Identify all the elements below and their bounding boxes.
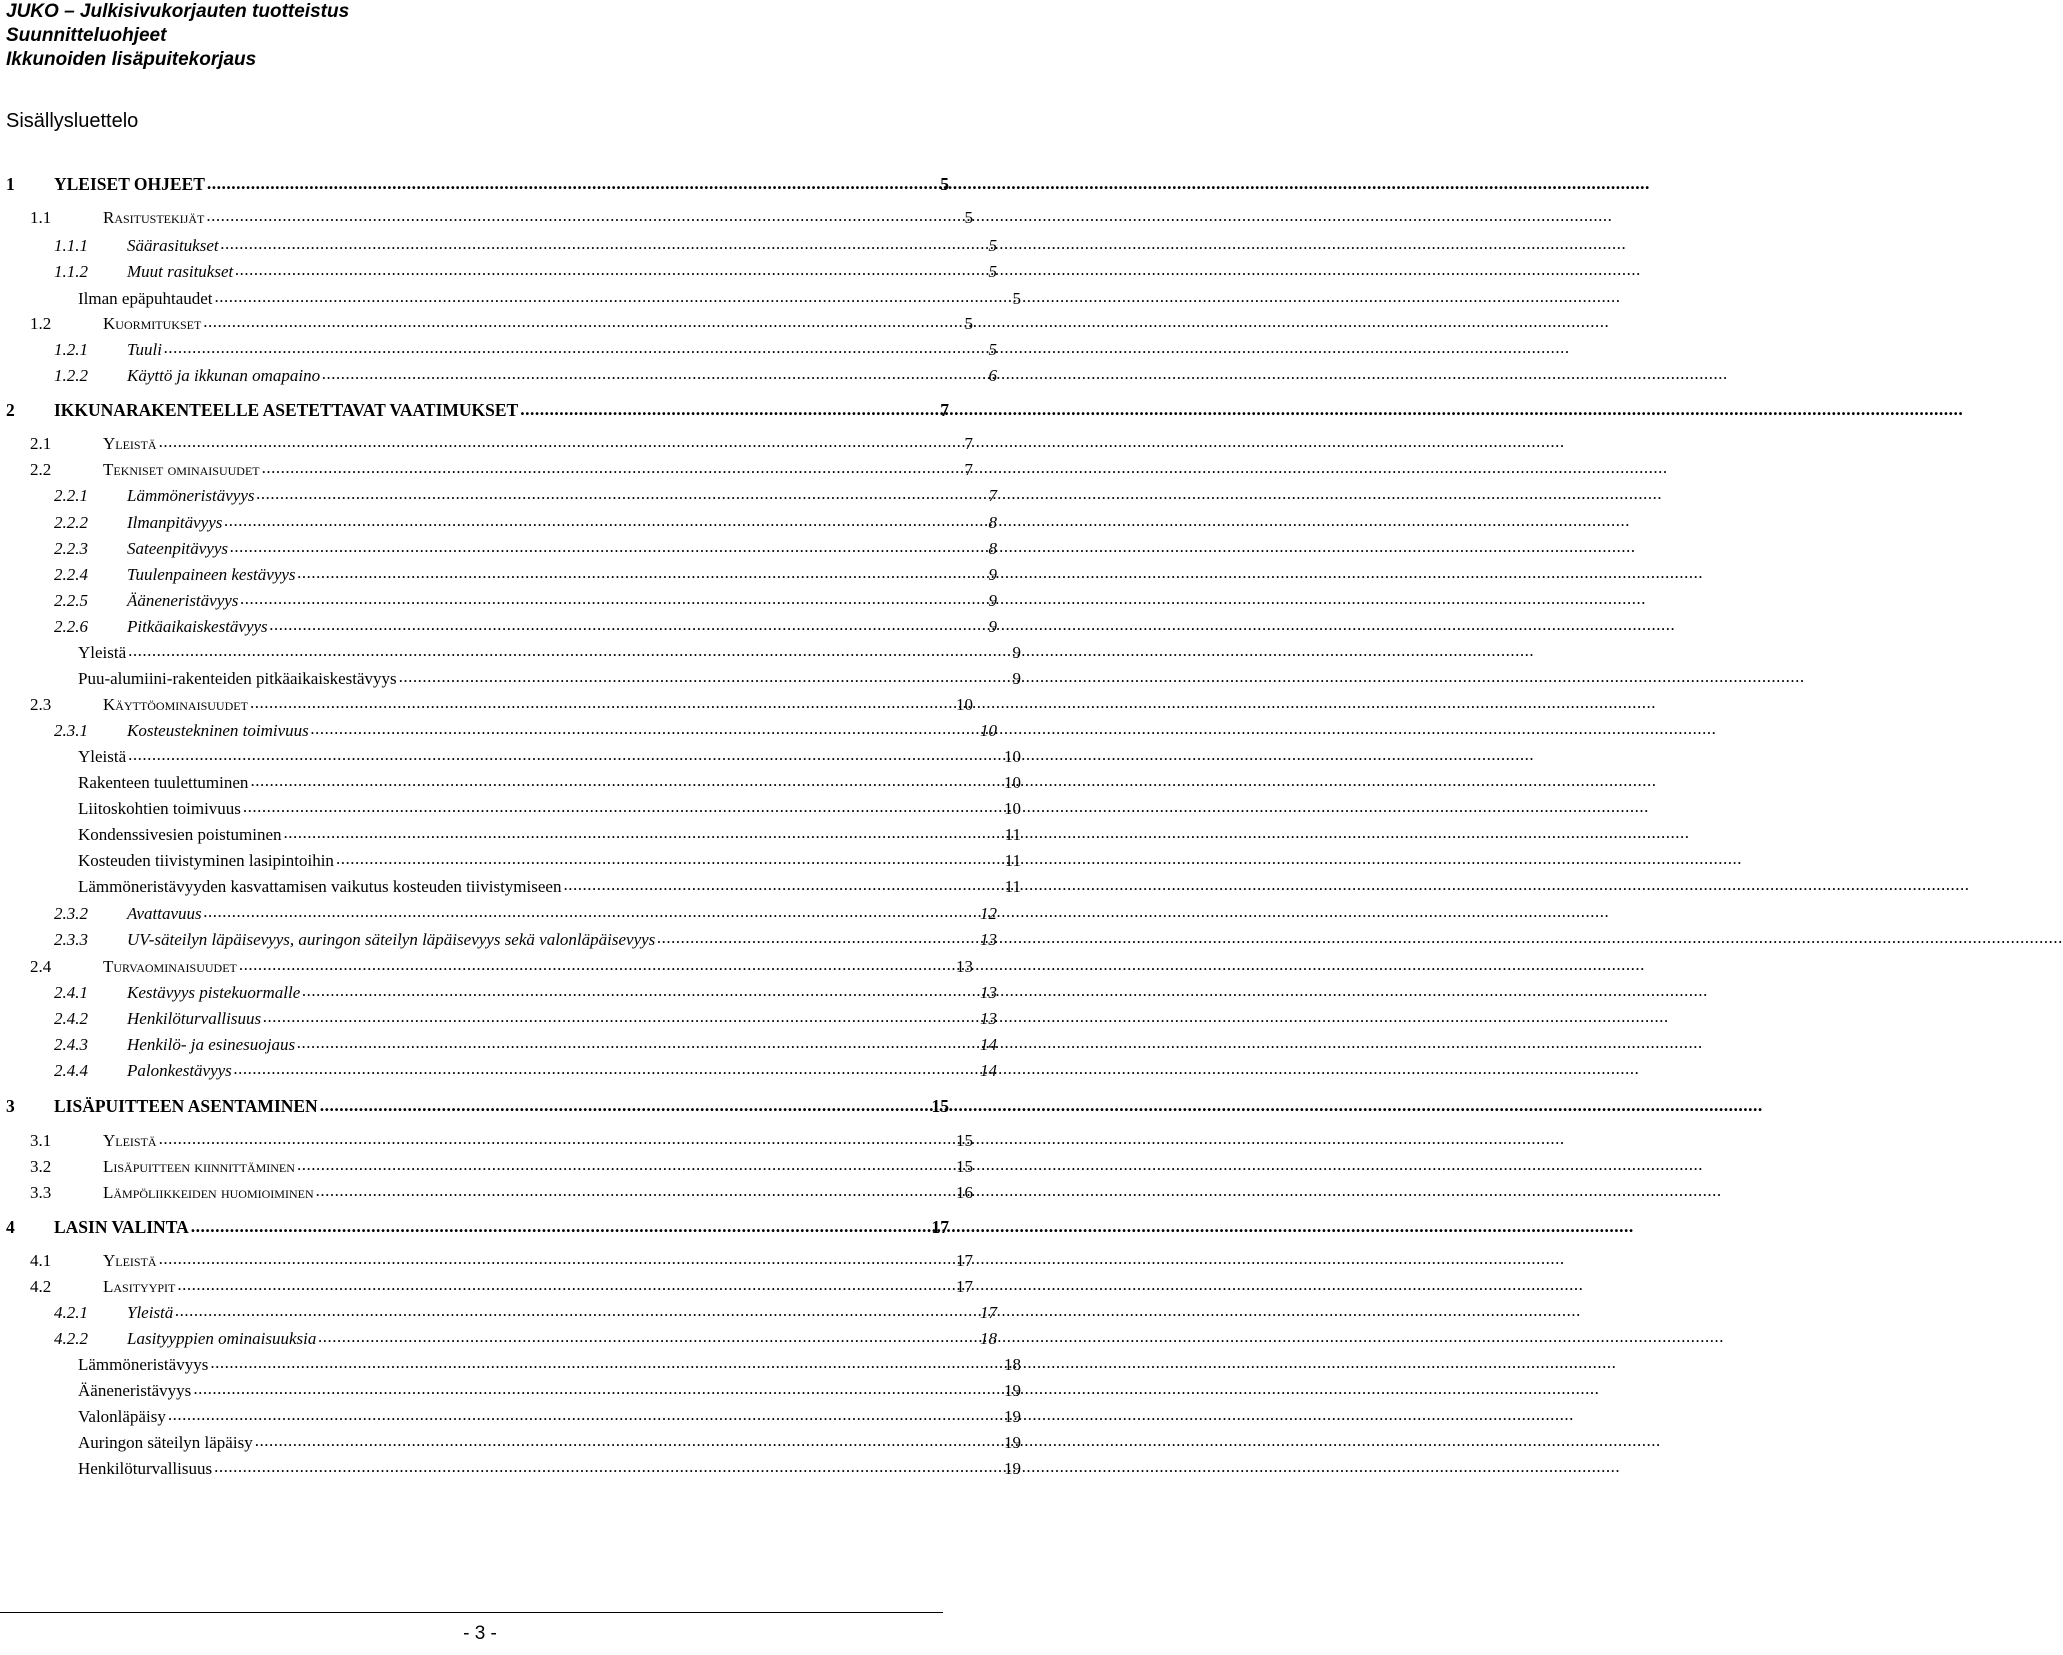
toc-entry[interactable] bbox=[0, 693, 973, 715]
toc-entry[interactable] bbox=[0, 955, 973, 977]
toc-entry-number: 3.3 bbox=[30, 1183, 52, 1202]
toc-entry-number: 2.2.3 bbox=[54, 539, 88, 558]
toc-entry-title: Muut rasitukset bbox=[127, 262, 234, 281]
toc-dot-leader bbox=[159, 1249, 954, 1266]
toc-entry[interactable] bbox=[0, 537, 997, 559]
toc-dot-leader bbox=[316, 1181, 954, 1198]
toc-entry-title: Kosteustekninen toimivuus bbox=[127, 721, 309, 740]
toc-entry[interactable] bbox=[0, 719, 997, 741]
toc-entry-number: 2.4.4 bbox=[54, 1061, 88, 1080]
toc-entry-title: Ilman epäpuhtaudet bbox=[78, 289, 213, 308]
toc-entry[interactable] bbox=[0, 511, 997, 533]
toc-entry-page: 18 bbox=[1004, 1355, 1021, 1374]
toc-entry-page: 5 bbox=[988, 262, 997, 281]
toc-entry-page: 6 bbox=[988, 366, 997, 385]
toc-entry[interactable] bbox=[0, 797, 1021, 819]
toc-entry-title: Yleistä bbox=[103, 434, 157, 453]
toc-entry-number: 2.4.1 bbox=[54, 983, 88, 1002]
toc-entry-page: 8 bbox=[988, 539, 997, 558]
toc-entry[interactable] bbox=[0, 1033, 997, 1055]
toc-entry[interactable] bbox=[0, 398, 949, 420]
toc-entry-title: Tuulenpaineen kestävyys bbox=[127, 565, 296, 584]
toc-entry-title: Lämmöneristävyys bbox=[78, 1355, 209, 1374]
toc-entry[interactable] bbox=[0, 1327, 997, 1349]
toc-dot-leader bbox=[318, 1327, 978, 1344]
toc-entry-title: Henkilöturvallisuus bbox=[127, 1009, 262, 1028]
toc-entry-number: 2.2.4 bbox=[54, 565, 88, 584]
toc-heading: Sisällysluettelo bbox=[6, 110, 139, 132]
toc-entry-page: 13 bbox=[980, 930, 997, 949]
toc-entry-title: Lasityypit bbox=[103, 1277, 176, 1296]
toc-dot-leader bbox=[168, 1405, 1002, 1422]
toc-entry-title: Liitoskohtien toimivuus bbox=[78, 799, 241, 818]
page-number: - 3 - bbox=[463, 1623, 497, 1644]
toc-entry-page: 10 bbox=[1004, 747, 1021, 766]
toc-entry-number: 1.1.1 bbox=[54, 236, 88, 255]
toc-entry-number: 4 bbox=[6, 1216, 15, 1237]
toc-entry-number: 2.3.2 bbox=[54, 904, 88, 923]
toc-entry-page: 13 bbox=[980, 983, 997, 1002]
toc-entry-number: 4.2 bbox=[30, 1277, 52, 1296]
header-document-type: Suunnitteluohjeet bbox=[6, 25, 167, 46]
toc-entry-number: 1.1.2 bbox=[54, 262, 88, 281]
toc-entry-number: 2.2.6 bbox=[54, 617, 88, 636]
toc-entry-title: Ääneneristävyys bbox=[127, 591, 239, 610]
toc-entry[interactable] bbox=[0, 1155, 973, 1177]
toc-entry-page: 10 bbox=[980, 721, 997, 740]
toc-entry-number: 4.2.1 bbox=[54, 1303, 88, 1322]
toc-dot-leader bbox=[263, 1007, 978, 1024]
toc-dot-leader bbox=[206, 206, 962, 223]
toc-entry-number: 2.4 bbox=[30, 957, 52, 976]
toc-entry[interactable] bbox=[0, 902, 997, 924]
toc-dot-leader bbox=[230, 537, 986, 554]
toc-entry-page: 9 bbox=[1012, 669, 1021, 688]
toc-entry-title: Palonkestävyys bbox=[127, 1061, 232, 1080]
toc-entry-page: 19 bbox=[1004, 1407, 1021, 1426]
toc-dot-leader bbox=[159, 432, 963, 449]
toc-entry-number: 2.4.2 bbox=[54, 1009, 88, 1028]
toc-entry-title: Kestävyys pistekuormalle bbox=[127, 983, 301, 1002]
toc-entry-title: Pitkäaikaiskestävyys bbox=[127, 617, 268, 636]
toc-entry-title: Valonläpäisy bbox=[78, 1407, 166, 1426]
toc-entry[interactable] bbox=[0, 172, 949, 194]
toc-entry-title: Säärasitukset bbox=[127, 236, 219, 255]
toc-entry[interactable] bbox=[0, 1249, 973, 1271]
toc-dot-leader bbox=[215, 287, 1011, 304]
toc-entry-title: Käyttö ja ikkunan omapaino bbox=[127, 366, 321, 385]
toc-entry-number: 3.2 bbox=[30, 1157, 52, 1176]
toc-dot-leader bbox=[520, 398, 938, 416]
toc-entry[interactable] bbox=[0, 928, 997, 950]
toc-entry-page: 9 bbox=[1012, 643, 1021, 662]
toc-entry[interactable] bbox=[0, 1129, 973, 1151]
toc-entry-page: 8 bbox=[988, 513, 997, 532]
toc-entry[interactable] bbox=[0, 432, 973, 454]
toc-entry-title: YLEISET OHJEET bbox=[54, 173, 205, 194]
toc-entry-number: 1.2.1 bbox=[54, 340, 88, 359]
toc-entry-page: 11 bbox=[1004, 877, 1021, 896]
toc-entry-page: 9 bbox=[988, 617, 997, 636]
toc-entry[interactable] bbox=[0, 981, 997, 1003]
toc-dot-leader bbox=[175, 1301, 978, 1318]
toc-entry[interactable] bbox=[0, 1379, 1021, 1401]
toc-entry[interactable] bbox=[0, 260, 997, 282]
toc-entry[interactable] bbox=[0, 1353, 1021, 1375]
toc-entry-title: LASIN VALINTA bbox=[54, 1216, 189, 1237]
toc-entry[interactable] bbox=[0, 1405, 1021, 1427]
toc-entry-title: Yleistä bbox=[78, 747, 127, 766]
toc-entry[interactable] bbox=[0, 287, 1021, 309]
toc-entry[interactable] bbox=[0, 312, 973, 334]
toc-entry-title: LISÄPUITTEEN ASENTAMINEN bbox=[54, 1095, 318, 1116]
toc-entry-title: Kuormitukset bbox=[103, 314, 202, 333]
toc-entry-title: Kosteuden tiivistyminen lasipintoihin bbox=[78, 851, 334, 870]
toc-entry-number: 2 bbox=[6, 399, 15, 420]
toc-entry-page: 17 bbox=[956, 1277, 973, 1296]
toc-entry-page: 5 bbox=[1012, 289, 1021, 308]
footer-divider bbox=[0, 1612, 943, 1613]
toc-dot-leader bbox=[250, 693, 954, 710]
toc-entry[interactable] bbox=[0, 745, 1021, 767]
toc-entry-title: Lisäpuitteen kiinnittäminen bbox=[103, 1157, 295, 1176]
toc-entry-page: 5 bbox=[988, 236, 997, 255]
toc-dot-leader bbox=[234, 1059, 978, 1076]
toc-dot-leader bbox=[177, 1275, 954, 1292]
toc-entry[interactable] bbox=[0, 364, 997, 386]
header-project-title: JUKO – Julkisivukorjauten tuotteistus bbox=[6, 1, 350, 22]
toc-entry-title: Tekniset ominaisuudet bbox=[103, 460, 260, 479]
toc-entry-title: Henkilö- ja esinesuojaus bbox=[127, 1035, 296, 1054]
toc-dot-leader bbox=[563, 875, 1002, 892]
toc-entry-page: 5 bbox=[964, 208, 973, 227]
toc-entry-title: Yleistä bbox=[127, 1303, 174, 1322]
toc-entry-title: Henkilöturvallisuus bbox=[78, 1459, 213, 1478]
toc-entry-page: 10 bbox=[956, 695, 973, 714]
toc-entry[interactable] bbox=[0, 1275, 973, 1297]
toc-dot-leader bbox=[322, 364, 986, 381]
toc-dot-leader bbox=[320, 1094, 930, 1112]
toc-entry[interactable] bbox=[0, 823, 1021, 845]
toc-entry-page: 13 bbox=[956, 957, 973, 976]
toc-entry-page: 17 bbox=[980, 1303, 997, 1322]
toc-entry-page: 7 bbox=[988, 486, 997, 505]
toc-dot-leader bbox=[240, 589, 986, 606]
toc-entry-page: 9 bbox=[988, 565, 997, 584]
toc-entry[interactable] bbox=[0, 484, 997, 506]
toc-entry-page: 7 bbox=[964, 460, 973, 479]
toc-entry[interactable] bbox=[0, 1094, 949, 1116]
toc-entry-title: Rasitustekijät bbox=[103, 208, 205, 227]
toc-entry-title: Käyttöominaisuudet bbox=[103, 695, 248, 714]
toc-dot-leader bbox=[297, 1033, 978, 1050]
toc-entry[interactable] bbox=[0, 641, 1021, 663]
toc-dot-leader bbox=[302, 981, 978, 998]
toc-entry[interactable] bbox=[0, 667, 1021, 689]
toc-entry-number: 2.1 bbox=[30, 434, 52, 453]
toc-entry-page: 7 bbox=[940, 399, 949, 420]
toc-entry[interactable] bbox=[0, 849, 1021, 871]
toc-entry-title: Sateenpitävyys bbox=[127, 539, 229, 558]
toc-entry-number: 2.2.5 bbox=[54, 591, 88, 610]
toc-entry-title: Tuuli bbox=[127, 340, 162, 359]
toc-entry[interactable] bbox=[0, 1007, 997, 1029]
toc-entry-page: 9 bbox=[988, 591, 997, 610]
toc-entry-page: 5 bbox=[988, 340, 997, 359]
toc-entry[interactable] bbox=[0, 1457, 1021, 1479]
toc-dot-leader bbox=[207, 172, 938, 190]
toc-entry-number: 2.3.1 bbox=[54, 721, 88, 740]
toc-dot-leader bbox=[221, 234, 987, 251]
toc-dot-leader bbox=[214, 1457, 1002, 1474]
toc-entry-title: Kondenssivesien poistuminen bbox=[78, 825, 282, 844]
toc-entry-title: Auringon säteilyn läpäisy bbox=[78, 1433, 253, 1452]
toc-dot-leader bbox=[336, 849, 1003, 866]
toc-entry[interactable] bbox=[0, 615, 997, 637]
toc-entry-title: Rakenteen tuulettuminen bbox=[78, 773, 249, 792]
toc-dot-leader bbox=[284, 823, 1003, 840]
toc-entry-page: 15 bbox=[956, 1157, 973, 1176]
toc-entry-page: 10 bbox=[1004, 799, 1021, 818]
toc-entry-page: 16 bbox=[956, 1183, 973, 1202]
toc-entry[interactable] bbox=[0, 206, 973, 228]
toc-dot-leader bbox=[193, 1379, 1002, 1396]
toc-entry-page: 10 bbox=[1004, 773, 1021, 792]
toc-entry-title: Lämpöliikkeiden huomioiminen bbox=[103, 1183, 314, 1202]
toc-dot-leader bbox=[255, 1431, 1002, 1448]
toc-entry-title: Lämmöneristävyyden kasvattamisen vaikutus kosteuden tiivistymiseen bbox=[78, 877, 562, 896]
toc-entry-number: 4.2.2 bbox=[54, 1329, 88, 1348]
toc-entry-title: IKKUNARAKENTEELLE ASETETTAVAT VAATIMUKSET bbox=[54, 399, 519, 420]
header-subject: Ikkunoiden lisäpuitekorjaus bbox=[6, 49, 257, 70]
toc-dot-leader bbox=[262, 458, 963, 475]
toc-entry-page: 19 bbox=[1004, 1381, 1021, 1400]
toc-dot-leader bbox=[204, 902, 978, 919]
toc-entry-number: 2.2.2 bbox=[54, 513, 88, 532]
toc-dot-leader bbox=[159, 1129, 954, 1146]
toc-dot-leader bbox=[128, 641, 1010, 658]
toc-entry-number: 1 bbox=[6, 173, 15, 194]
toc-entry-number: 4.1 bbox=[30, 1251, 52, 1270]
toc-entry[interactable] bbox=[0, 1181, 973, 1203]
toc-entry-page: 12 bbox=[980, 904, 997, 923]
toc-dot-leader bbox=[256, 484, 986, 501]
toc-entry-number: 2.2.1 bbox=[54, 486, 88, 505]
toc-dot-leader bbox=[128, 745, 1002, 762]
toc-entry-title: Puu-alumiini-rakenteiden pitkäaikaiskestävyys bbox=[78, 669, 397, 688]
toc-entry[interactable] bbox=[0, 1301, 997, 1323]
toc-entry[interactable] bbox=[0, 1059, 997, 1081]
toc-entry-title: Turvaominaisuudet bbox=[103, 957, 237, 976]
toc-entry-page: 17 bbox=[931, 1216, 949, 1237]
toc-entry-title: UV-säteilyn läpäisevyys, auringon säteilyn läpäisevyys sekä valonläpäisevyys bbox=[127, 930, 656, 949]
toc-dot-leader bbox=[297, 1155, 954, 1172]
toc-entry-title: Avattavuus bbox=[127, 904, 202, 923]
toc-dot-leader bbox=[311, 719, 978, 736]
toc-entry-page: 19 bbox=[1004, 1459, 1021, 1478]
toc-entry-page: 7 bbox=[964, 434, 973, 453]
toc-dot-leader bbox=[298, 563, 987, 580]
toc-entry-title: Yleistä bbox=[103, 1251, 157, 1270]
toc-entry-title: Ilmanpitävyys bbox=[127, 513, 223, 532]
toc-dot-leader bbox=[191, 1215, 930, 1233]
toc-entry-number: 1.1 bbox=[30, 208, 52, 227]
toc-entry-number: 2.2 bbox=[30, 460, 52, 479]
toc-entry-number: 1.2.2 bbox=[54, 366, 88, 385]
toc-dot-leader bbox=[224, 511, 986, 528]
toc-dot-leader bbox=[235, 260, 986, 277]
toc-entry[interactable] bbox=[0, 338, 997, 360]
toc-entry-page: 14 bbox=[980, 1061, 997, 1080]
toc-entry-title: Yleistä bbox=[103, 1131, 157, 1150]
toc-entry[interactable] bbox=[0, 875, 1021, 897]
table-of-contents bbox=[0, 0, 1021, 1655]
toc-entry-number: 3 bbox=[6, 1095, 15, 1116]
toc-entry[interactable] bbox=[0, 1431, 1021, 1453]
toc-dot-leader bbox=[270, 615, 987, 632]
toc-entry-page: 13 bbox=[980, 1009, 997, 1028]
toc-entry-page: 19 bbox=[1004, 1433, 1021, 1452]
toc-dot-leader bbox=[657, 928, 978, 945]
toc-entry-number: 1.2 bbox=[30, 314, 52, 333]
toc-entry[interactable] bbox=[0, 771, 1021, 793]
toc-entry-number: 2.3.3 bbox=[54, 930, 88, 949]
toc-entry[interactable] bbox=[0, 234, 997, 256]
toc-entry-page: 15 bbox=[956, 1131, 973, 1150]
toc-dot-leader bbox=[250, 771, 1002, 788]
toc-entry-page: 5 bbox=[940, 173, 949, 194]
toc-dot-leader bbox=[399, 667, 1011, 684]
toc-entry-page: 11 bbox=[1004, 825, 1021, 844]
toc-entry-page: 5 bbox=[964, 314, 973, 333]
toc-entry-title: Yleistä bbox=[78, 643, 127, 662]
toc-dot-leader bbox=[239, 955, 954, 972]
toc-entry-page: 17 bbox=[956, 1251, 973, 1270]
toc-entry[interactable] bbox=[0, 458, 973, 480]
toc-entry-number: 2.4.3 bbox=[54, 1035, 88, 1054]
toc-entry-page: 14 bbox=[980, 1035, 997, 1054]
toc-dot-leader bbox=[243, 797, 1002, 814]
toc-entry[interactable] bbox=[0, 563, 997, 585]
toc-entry[interactable] bbox=[0, 1215, 949, 1237]
toc-entry-page: 18 bbox=[980, 1329, 997, 1348]
toc-entry-page: 11 bbox=[1004, 851, 1021, 870]
toc-entry-number: 3.1 bbox=[30, 1131, 52, 1150]
toc-entry-title: Lasityyppien ominaisuuksia bbox=[127, 1329, 317, 1348]
toc-entry-number: 2.3 bbox=[30, 695, 52, 714]
toc-dot-leader bbox=[210, 1353, 1002, 1370]
toc-entry-page: 15 bbox=[931, 1095, 949, 1116]
toc-entry[interactable] bbox=[0, 589, 997, 611]
toc-dot-leader bbox=[203, 312, 962, 329]
toc-entry-title: Ääneneristävyys bbox=[78, 1381, 192, 1400]
toc-entry-title: Lämmöneristävyys bbox=[127, 486, 255, 505]
toc-dot-leader bbox=[164, 338, 987, 355]
